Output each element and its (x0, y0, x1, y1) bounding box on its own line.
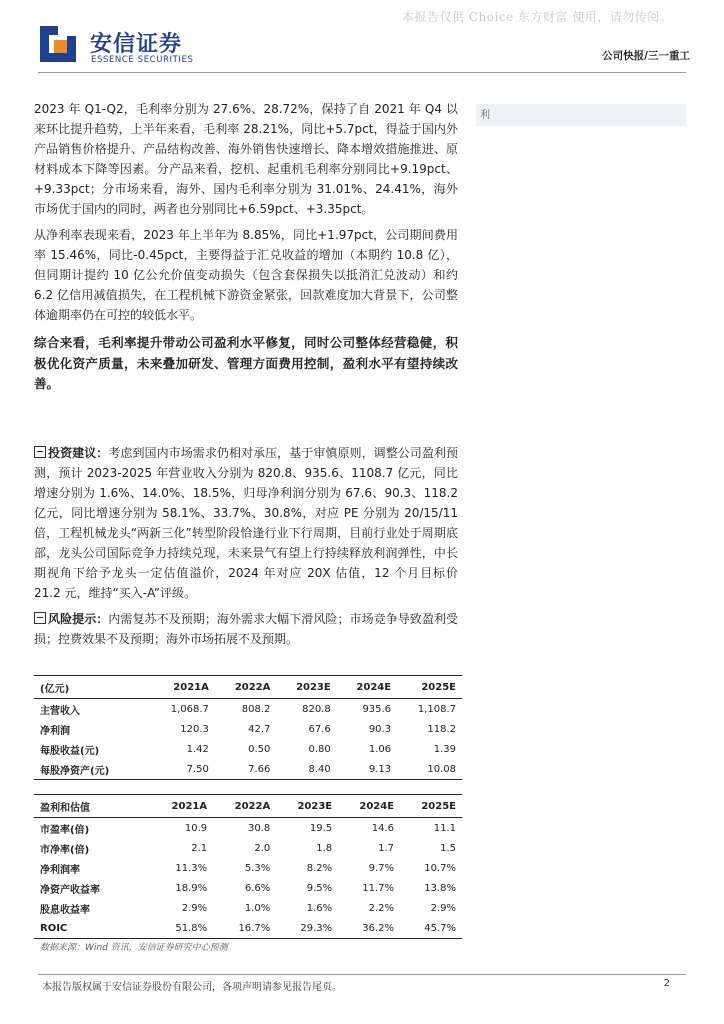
paragraph-net-margin: 从净利率表现来看，2023 年上半年为 8.85%，同比+1.97pct，公司期间费用率 15.46%，同比-0.45pct，主要得益于汇兑收益的增加（本期约 10.8 亿），但同期计提约 10 亿公允价值变动损失（包含套保损失以抵消汇兑波动）和约 6.2 亿信用减值损失，在工程机械下游资金紧张，回款难度加大背景下，公司整体逾期率仍在可控的较低水平。 (34, 228, 458, 322)
footer-divider (38, 974, 686, 975)
table-row: 净利润 120.3 42.7 67.6 90.3 118.2 (40, 723, 456, 737)
watermark: 本报告仅供 Choice 东方财富 使用，请勿传阅。 (402, 10, 673, 24)
investment-section (34, 443, 458, 649)
header-divider (38, 72, 686, 73)
brand-name-en: ESSENCE SECURITIES (91, 55, 194, 65)
table-row: ROIC 51.8% 16.7% 29.3% 36.2% 45.7% (34, 918, 462, 939)
table-row: 每股收益(元) 1.42 0.50 0.80 1.06 1.39 (40, 743, 456, 757)
paragraph-margin: 2023 年 Q1-Q2，毛利率分别为 27.6%、28.72%，保持了自 2021 年 Q4 以来环比提升趋势，上半年来看，毛利率 28.21%，同比+5.7pct，得益于国内外产品销售价格提升、产品结构改善、海外销售快速增长、降本增效措施推进、原材料成本下降等因素。分产品来看，挖机、起重机毛利率分别同比+9.19pct、+9.33pct；分市场来看，海外、国内毛利率分别为 31.01%、24.41%，海外市场优于国内的同时，两者也分别同比+6.59pct、+3.35pct。 (34, 102, 458, 216)
bullet-icon (34, 612, 46, 624)
investment-advice (34, 443, 458, 603)
main-column (34, 99, 458, 395)
data-source: 数据来源：Wind 资讯，安信证券研究中心预测 (40, 943, 228, 953)
table-row: 股息收益率 2.9% 1.0% 1.6% 2.2% 2.9% (40, 902, 456, 916)
paragraph-summary: 综合来看，毛利率提升带动公司盈利水平修复，同时公司整体经营稳健，积极优化资产质量，未来叠加研发、管理方面费用控制，盈利水平有望持续改善。 (34, 335, 458, 391)
bullet-icon (34, 446, 46, 458)
table-row: 主营收入 1,068.7 808.2 820.8 935.6 1,108.7 (40, 703, 456, 717)
table-row: 净资产收益率 18.9% 6.6% 9.5% 11.7% 13.8% (40, 882, 456, 896)
valuation-table (34, 794, 462, 939)
table-row: 市净率(倍) 2.1 2.0 1.8 1.7 1.5 (40, 842, 456, 856)
investment-label: 投资建议： (48, 446, 109, 460)
report-type: 公司快报/三一重工 (602, 50, 690, 62)
table-header: 盈利和估值 2021A 2022A 2023E 2024E 2025E (34, 795, 462, 818)
financial-table (34, 675, 462, 780)
table-row: 净利润率 11.3% 5.3% 8.2% 9.7% 10.7% (40, 862, 456, 876)
risk-label: 风险提示： (48, 612, 109, 626)
side-note: 利 (476, 104, 686, 126)
brand-name: 安信证券 (90, 32, 183, 57)
page-number: 2 (663, 978, 670, 989)
table-row: 每股净资产(元) 7.50 7.66 8.40 9.13 10.08 (34, 759, 462, 780)
investment-text: 考虑到国内市场需求仍相对承压，基于审慎原则，调整公司盈利预测，预计 2023-2025 年营业收入分别为 820.8、935.6、1108.7 亿元，同比增速分别为 1.6%、14.0%、18.5%，归母净利润分别为 67.6、90.3、118.2 亿元，同比增速分别为 58.1%、33.7%、30.8%，对应 PE 分别为 20/15/11 倍，工程机械龙头“两新三化”转型阶段恰逢行业下行周期，目前行业处于周期底部，龙头公司国际竞争力持续兑现，未来景气有望上行持续释放利润弹性，中长期视角下给予龙头一定估值溢价，2024 年对应 20X 估值，12 个月目标价 21.2 元，维持“买入-A”评级。 (34, 446, 458, 600)
table-row: 市盈率(倍) 10.9 30.8 19.5 14.6 11.1 (40, 822, 456, 836)
footer-disclaimer: 本报告版权属于安信证券股份有限公司，各项声明请参见报告尾页。 (42, 982, 342, 993)
brand-logo-icon (40, 26, 80, 64)
table-header: (亿元) 2021A 2022A 2023E 2024E 2025E (34, 676, 462, 699)
risk-text: 内需复苏不及预期；海外需求大幅下滑风险；市场竞争导致盈利受损；控费效果不及预期；海外市场拓展不及预期。 (34, 612, 458, 646)
risk-warning (34, 609, 458, 649)
